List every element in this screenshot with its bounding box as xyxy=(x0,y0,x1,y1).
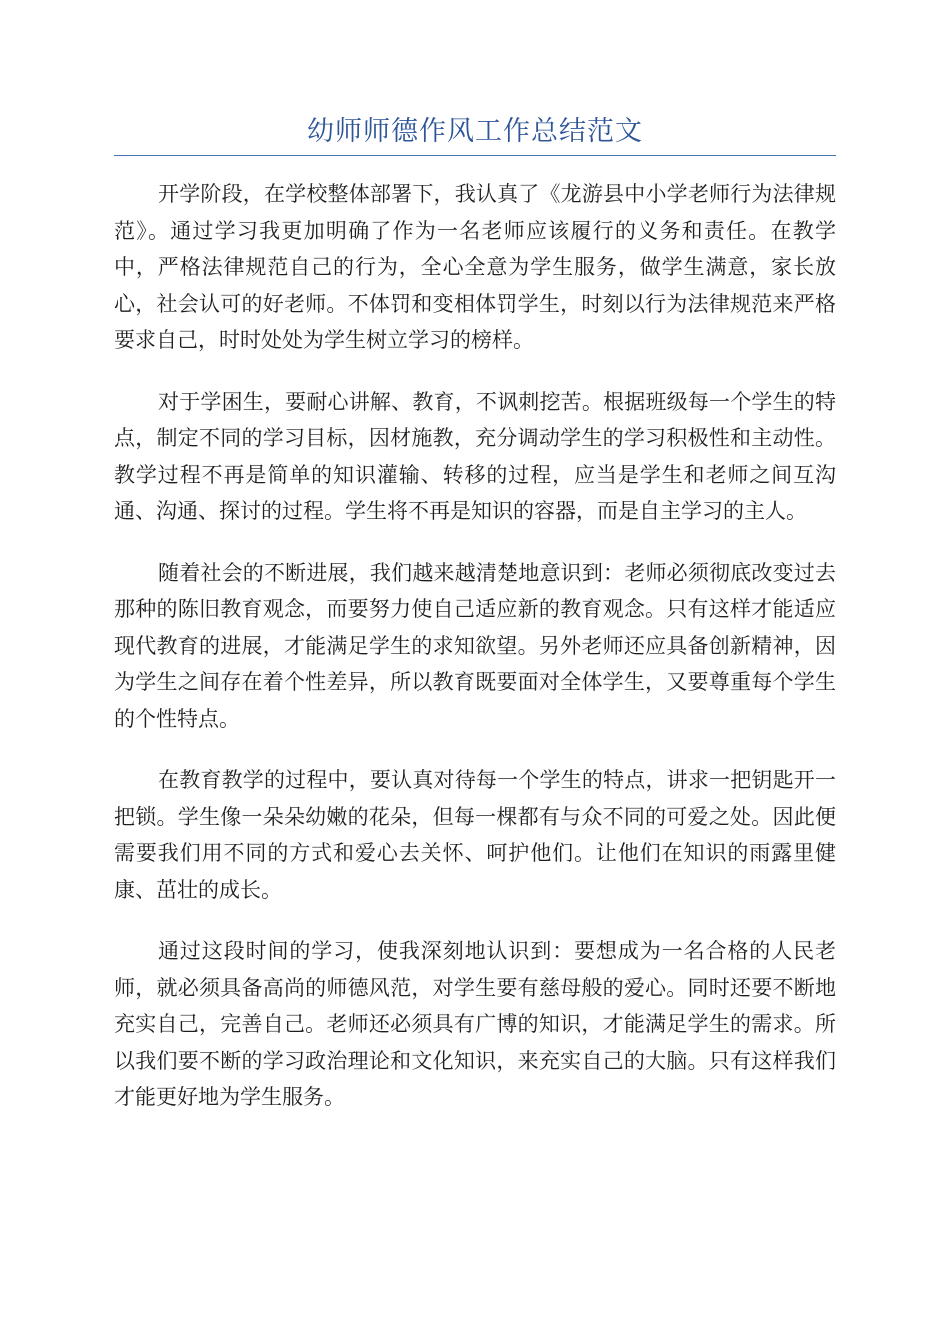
paragraph-2: 对于学困生，要耐心讲解、教育，不讽刺挖苦。根据班级每一个学生的特点，制定不同的学习目标，因材施教，充分调动学生的学习积极性和主动性。教学过程不再是简单的知识灌输、转移的过程，应当是学生和老师之间互沟通、沟通、探讨的过程。学生将不再是知识的容器，而是自主学习的主人。 xyxy=(114,389,836,523)
paragraph-3: 随着社会的不断进展，我们越来越清楚地意识到：老师必须彻底改变过去那种的陈旧教育观念，而要努力使自己适应新的教育观念。只有这样才能适应现代教育的进展，才能满足学生的求知欲望。另外老师还应具备创新精神，因为学生之间存在着个性差异，所以教育既要面对全体学生，又要尊重每个学生的个性特点。 xyxy=(114,560,836,731)
document-body xyxy=(114,176,836,1141)
paragraph-1: 开学阶段，在学校整体部署下，我认真了《龙游县中小学老师行为法律规范》。通过学习我更加明确了作为一名老师应该履行的义务和责任。在教学中，严格法律规范自己的行为，全心全意为学生服务，做学生满意，家长放心，社会认可的好老师。不体罚和变相体罚学生，时刻以行为法律规范来严格要求自己，时时处处为学生树立学习的榜样。 xyxy=(114,182,836,352)
document-title: 幼师师德作风工作总结范文 xyxy=(307,116,643,147)
paragraph-4: 在教育教学的过程中，要认真对待每一个学生的特点，讲求一把钥匙开一把锁。学生像一朵朵幼嫩的花朵，但每一棵都有与众不同的可爱之处。因此便需要我们用不同的方式和爱心去关怀、呵护他们。让他们在知识的雨露里健康、茁壮的成长。 xyxy=(114,768,836,902)
paragraph-5: 通过这段时间的学习，使我深刻地认识到：要想成为一名合格的人民老师，就必须具备高尚的师德风范，对学生要有慈母般的爱心。同时还要不断地充实自己，完善自己。老师还必须具有广博的知识，才能满足学生的需求。所以我们要不断的学习政治理论和文化知识，来充实自己的大脑。只有这样我们才能更好地为学生服务。 xyxy=(114,939,836,1109)
title-underline xyxy=(114,155,836,156)
